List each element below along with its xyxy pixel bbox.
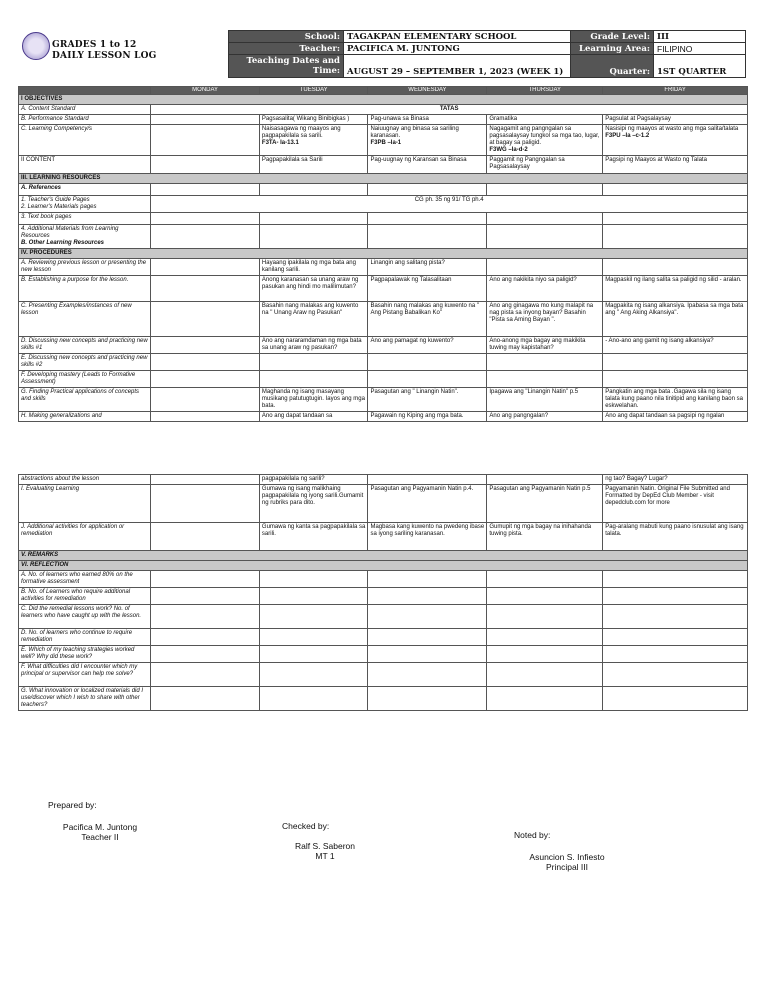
- mon-cell: [151, 125, 260, 156]
- grade-label: Grade Level:: [571, 31, 654, 43]
- tue-proc-i: Gumawa ng isang malikhaing pagpapakilala ng iyong sarili.Gumamit ng rubriks para dito.: [259, 485, 368, 523]
- thu-content: Paggamit ng Pangngalan sa Pagsasalaysay: [487, 156, 603, 174]
- dates-label: [229, 55, 344, 78]
- school-label: School:: [229, 31, 344, 43]
- wed-proc-c: Basahin nang malakas ang kuwento na " Ang Pistang Babalikan Ko": [368, 302, 487, 337]
- mon-cell: [151, 115, 260, 125]
- remarks-heading: V. REMARKS: [19, 551, 748, 561]
- day-tuesday: TUESDAY: [259, 87, 368, 95]
- quarter-value: 1ST QUARTER: [654, 55, 746, 78]
- fri-proc-h-cont: ng tao? Bagay? Lugar?: [603, 475, 748, 485]
- tue-competency: [259, 125, 368, 156]
- corner-cell: [19, 87, 151, 95]
- tue-performance: Pagsasalita( Wikang Binibigkas ): [259, 115, 368, 125]
- proc-j-label: J. Additional activities for application or remediation: [19, 523, 151, 551]
- wed-performance: Pag-unawa sa Binasa: [368, 115, 487, 125]
- tue-code: F3TA- Ia-13.1: [261, 140, 299, 146]
- thu-competency-text: Nagagamit ang pangngalan sa pagsasalaysay tungkol sa mga tao, lugar, at bagay sa paligid.: [489, 126, 600, 146]
- refl-e-label: E. Which of my teaching strategies worked well? Why did these work?: [19, 646, 151, 663]
- teacher-value: PACIFICA M. JUNTONG: [344, 43, 571, 55]
- fri-proc-d: - Ano-ano ang gamit ng isang alkansiya?: [603, 337, 748, 354]
- wed-proc-b: Pagpapalawak ng Talasalitaan: [368, 276, 487, 302]
- header: [18, 28, 748, 86]
- tue-proc-c: Basahin nang malakas ang kuwento na " Unang Araw ng Pasukan": [259, 302, 368, 337]
- references-label: A. References: [19, 184, 151, 196]
- day-friday: FRIDAY: [603, 87, 748, 95]
- thu-proc-b: Ano ang nakikita niyo sa paligid?: [487, 276, 603, 302]
- wed-proc-a: Linangin ang salitang pista?: [368, 259, 487, 276]
- day-monday: MONDAY: [151, 87, 260, 95]
- textbook-label: 3. Text book pages: [19, 213, 151, 225]
- proc-f-label: F. Developing mastery (Leads to Formative Assessment): [19, 371, 151, 388]
- fri-proc-i: Pagyamanin Natin. Original File Submitted and Formatted by DepEd Club Member - visit depedclub.com for more: [603, 485, 748, 523]
- thu-proc-c: Ano ang ginagawa mo kung malapit na nag pista sa inyong bayan? Basahin "Pista sa Aming Bayan ".: [487, 302, 603, 337]
- school-value: TAGAKPAN ELEMENTARY SCHOOL: [344, 31, 571, 43]
- refl-g-label: G. What innovation or localized materials did I use/discover which I wish to share with other teachers?: [19, 687, 151, 711]
- prepared-label: Prepared by:: [48, 800, 97, 810]
- reflection-heading: VI. REFLECTION: [19, 561, 748, 571]
- noted-name: Asuncion S. Infiesto: [529, 852, 605, 862]
- performance-standard-label: B. Performance Standard: [19, 115, 151, 125]
- day-thursday: THURSDAY: [487, 87, 603, 95]
- resources-heading: III. LEARNING RESOURCES: [19, 174, 748, 184]
- tue-competency-text: Naisasagawa ng maayos ang pagpapakilala sa sarili.: [261, 126, 341, 139]
- fri-code: F3PU –Ia –c-1.2: [605, 133, 650, 139]
- proc-g-label: G. Finding Practical applications of concepts and skills: [19, 388, 151, 412]
- tg-label-text: 1. Teacher's Guide Pages: [21, 197, 90, 203]
- teacher-label: Teacher:: [229, 43, 344, 55]
- noted-signature: [522, 852, 612, 872]
- prepared-name: Pacifica M. Juntong: [62, 822, 138, 832]
- refl-d-label: D. No. of learners who continue to require remediation: [19, 629, 151, 646]
- checked-name: Ralf S. Saberon: [294, 841, 355, 851]
- proc-i-label: I. Evaluating Learning: [19, 485, 151, 523]
- tue-content: Pagpapakilala sa Sarili: [259, 156, 368, 174]
- dates-value: AUGUST 29 – SEPTEMBER 1, 2023 (WEEK 1): [344, 55, 571, 78]
- tg-label: [19, 196, 151, 213]
- fri-performance: Pagsulat at Pagsalaysay: [603, 115, 748, 125]
- fri-competency-text: Nasisipi ng maayos at wasto ang mga salita/talata: [605, 126, 739, 132]
- thu-proc-g: Ipagawa ang "Linangin Natin" p.5: [487, 388, 603, 412]
- proc-c-label: C. Presenting Examples/instances of new lesson: [19, 302, 151, 337]
- wed-proc-i: Pasagutan ang Pagyamanin Natin p.4.: [368, 485, 487, 523]
- proc-a-label: A. Reviewing previous lesson or presenting the new lesson: [19, 259, 151, 276]
- prepared-title: Teacher II: [81, 832, 119, 842]
- mon-cell: [151, 156, 260, 174]
- lesson-log-page: [18, 28, 748, 711]
- proc-e-label: E. Discussing new concepts and practicing new skills #2: [19, 354, 151, 371]
- page-break: [18, 422, 748, 474]
- checked-signature: [285, 841, 365, 861]
- wed-competency-text: Naiuugnay ang binasa sa sariling karanasan.: [370, 126, 459, 139]
- fri-proc-j: Pag-aralang mabuti kung paano isnusulat ang isang talata.: [603, 523, 748, 551]
- brand-line1: GRADES 1 to 12: [52, 40, 137, 50]
- wed-proc-g: Pasagutan ang " Linangin Natin".: [368, 388, 487, 412]
- thu-code: F3WG –Ia-d-2: [489, 147, 528, 153]
- additional-text: 4. Additional Materials from Learning Resources: [21, 226, 119, 239]
- wed-proc-j: Magbasa kang kuwento na pwedeng ibase sa iyong sariling karanasan.: [368, 523, 487, 551]
- thu-proc-h: Ano ang pangngalan?: [487, 412, 603, 422]
- tue-proc-g: Maghanda ng isang masayang musikang patutugtugin. Iayos ang mga bata.: [259, 388, 368, 412]
- tue-proc-h: Ano ang dapat tandaan sa: [259, 412, 368, 422]
- refl-b-label: B. No. of Learners who require additional activities for remediation: [19, 588, 151, 605]
- fri-proc-h: Ano ang dapat tandaan sa pagsipi ng ngalan: [603, 412, 748, 422]
- lesson-table-part2: [18, 474, 748, 711]
- checked-label: Checked by:: [282, 821, 330, 831]
- prepared-signature: [50, 822, 150, 842]
- wed-competency: [368, 125, 487, 156]
- fri-proc-b: Magpaskil ng ilang salita sa paligid ng silid - aralan.: [603, 276, 748, 302]
- noted-title: Principal III: [545, 862, 589, 872]
- objectives-heading: I OBJECTIVES: [19, 95, 748, 105]
- content-standard-label: A. Content Standard: [19, 105, 151, 115]
- tatas-cell: TATAS: [151, 105, 748, 115]
- refl-f-label: F. What difficulties did I encounter which my principal or supervisor can help me solve?: [19, 663, 151, 687]
- thu-proc-d: Ano-anong mga bagay ang makikita tuwing may kapistahan?: [487, 337, 603, 354]
- wed-code: F3PB –Ia-1: [370, 140, 402, 146]
- dates-label-line2: Time:: [312, 66, 340, 76]
- day-wednesday: WEDNESDAY: [368, 87, 487, 95]
- fri-content: Pagsipi ng Maayos at Wasto ng Talata: [603, 156, 748, 174]
- lesson-table-part1: [18, 86, 748, 422]
- area-label: Learning Area:: [571, 43, 654, 55]
- proc-h-label: H. Making generalizations and: [19, 412, 151, 422]
- area-value: FILIPINO: [654, 43, 746, 55]
- tue-proc-d: Ano ang nararamdaman ng mga bata sa unang araw ng pasukan?: [259, 337, 368, 354]
- fri-proc-c: Magpakita ng isang alkansiya. Ipabasa sa mga bata ang " Ang Aking Alkansiya".: [603, 302, 748, 337]
- additional-materials-label: [19, 225, 151, 249]
- cg-cell: CG ph. 35 ng 91/ TG ph.4: [151, 196, 748, 213]
- wed-content: Pag-uugnay ng Karansan sa Binasa: [368, 156, 487, 174]
- fri-proc-g: Pangkatin ang mga bata .Gagawa sila ng isang talata kung paano nila tinitipid ang kanilang baon sa eskwelahan.: [603, 388, 748, 412]
- tue-proc-h-cont: pagpapakilala ng sarili?: [259, 475, 368, 485]
- other-resources-text: B. Other Learning Resources: [21, 240, 105, 246]
- dates-label-line1: Teaching Dates and: [246, 56, 340, 66]
- thu-proc-j: Gumupit ng mga bagay na inihahanda tuwing pista.: [487, 523, 603, 551]
- content-label: II CONTENT: [19, 156, 151, 174]
- thu-competency: [487, 125, 603, 156]
- quarter-label: Quarter:: [571, 55, 654, 78]
- thu-performance: Gramatika: [487, 115, 603, 125]
- proc-b-label: B. Establishing a purpose for the lesson.: [19, 276, 151, 302]
- thu-proc-i: Pasagutan ang Pagyamanin Natin p.5: [487, 485, 603, 523]
- noted-label: Noted by:: [514, 830, 551, 840]
- tue-proc-b: Anong karanasan sa unang araw ng pasukan ang hindi mo malilimutan?: [259, 276, 368, 302]
- procedures-heading: IV. PROCEDURES: [19, 249, 748, 259]
- refl-c-label: C. Did the remedial lessons work? No. of learners who have caught up with the lesson.: [19, 605, 151, 629]
- wed-proc-d: Ano ang pamagat ng kuwento?: [368, 337, 487, 354]
- proc-d-label: D. Discussing new concepts and practicing new skills #1: [19, 337, 151, 354]
- competency-label: C. Learning Competency/s: [19, 125, 151, 156]
- deped-seal-icon: [22, 32, 50, 60]
- fri-competency: [603, 125, 748, 156]
- grade-value: III: [654, 31, 746, 43]
- wed-proc-h: Pagawain ng Kiping ang mga bata.: [368, 412, 487, 422]
- lm-label-text: 2. Learner's Materials pages: [21, 204, 97, 210]
- tue-proc-a: Hayaang ipakilala ng mga bata ang kanilang sarili.: [259, 259, 368, 276]
- proc-h-cont-label: abstractions about the lesson: [19, 475, 151, 485]
- checked-title: MT 1: [315, 851, 335, 861]
- brand-line2: DAILY LESSON LOG: [52, 51, 157, 61]
- info-box: [228, 30, 746, 78]
- refl-a-label: A. No. of learners who earned 80% on the formative assessment: [19, 571, 151, 588]
- brand-title: [52, 40, 157, 62]
- tue-proc-j: Gumawa ng kanta sa pagpapakilala sa sarili.: [259, 523, 368, 551]
